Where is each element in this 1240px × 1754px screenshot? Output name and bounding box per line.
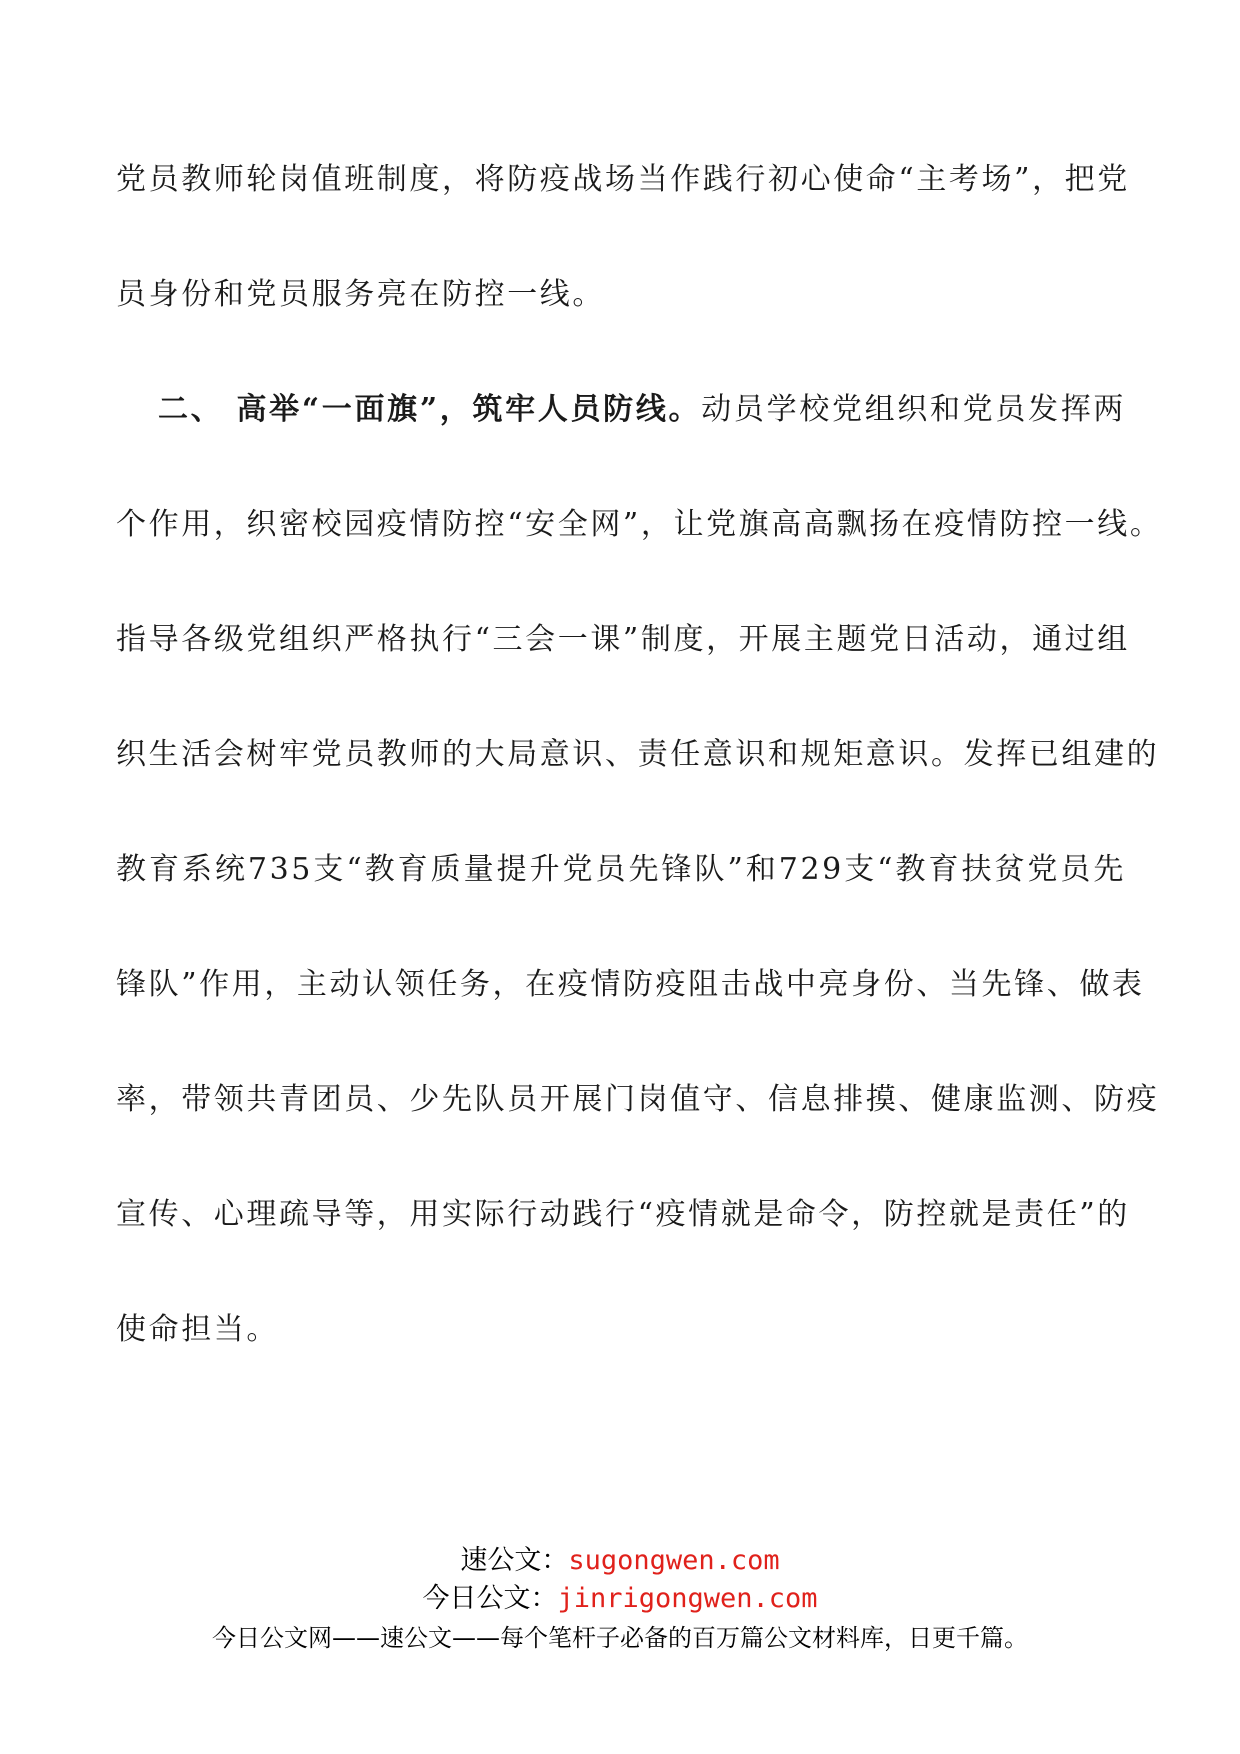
section-two-text: 动员学校党组织和党员发挥两 [701,392,1126,427]
footer-label: 今日公文： [422,1583,558,1614]
section-two-first-line [158,390,1126,430]
paragraph-line: 率，带领共青团员、少先队员开展门岗值守、信息排摸、健康监测、防疫 [116,1082,1160,1117]
footer-link-sugongwen[interactable]: sugongwen.com [568,1545,780,1576]
paragraph-line: 指导各级党组织严格执行“三会一课”制度，开展主题党日活动，通过组 [116,622,1130,657]
paragraph-line: 个作用，织密校园疫情防控“安全网”，让党旗高高飘扬在疫情防控一线。 [116,507,1163,542]
paragraph-line: 教育系统735支“教育质量提升党员先锋队”和729支“教育扶贫党员先 [116,852,1126,887]
section-two-heading: 二、 高举“一面旗”，筑牢人员防线。 [158,392,702,427]
paragraph-line: 党员教师轮岗值班制度，将防疫战场当作践行初心使命“主考场”，把党 [116,162,1130,197]
footer-label: 速公文： [460,1545,569,1576]
footer-sugongwen [0,1544,1240,1578]
paragraph-line: 宣传、心理疏导等，用实际行动践行“疫情就是命令，防控就是责任”的 [116,1197,1130,1232]
paragraph-line: 使命担当。 [116,1312,279,1347]
paragraph-line: 织生活会树牢党员教师的大局意识、责任意识和规矩意识。发挥已组建的 [116,737,1160,772]
paragraph-line: 锋队”作用，主动认领任务，在疫情防疫阻击战中亮身份、当先锋、做表 [116,967,1145,1002]
paragraph-line: 员身份和党员服务亮在防控一线。 [116,277,605,312]
footer-tagline: 今日公文网——速公文——每个笔杆子必备的百万篇公文材料库，日更千篇。 [212,1624,1028,1652]
footer-link-jinrigongwen[interactable]: jinrigongwen.com [557,1583,818,1614]
footer-jinrigongwen [0,1582,1240,1616]
